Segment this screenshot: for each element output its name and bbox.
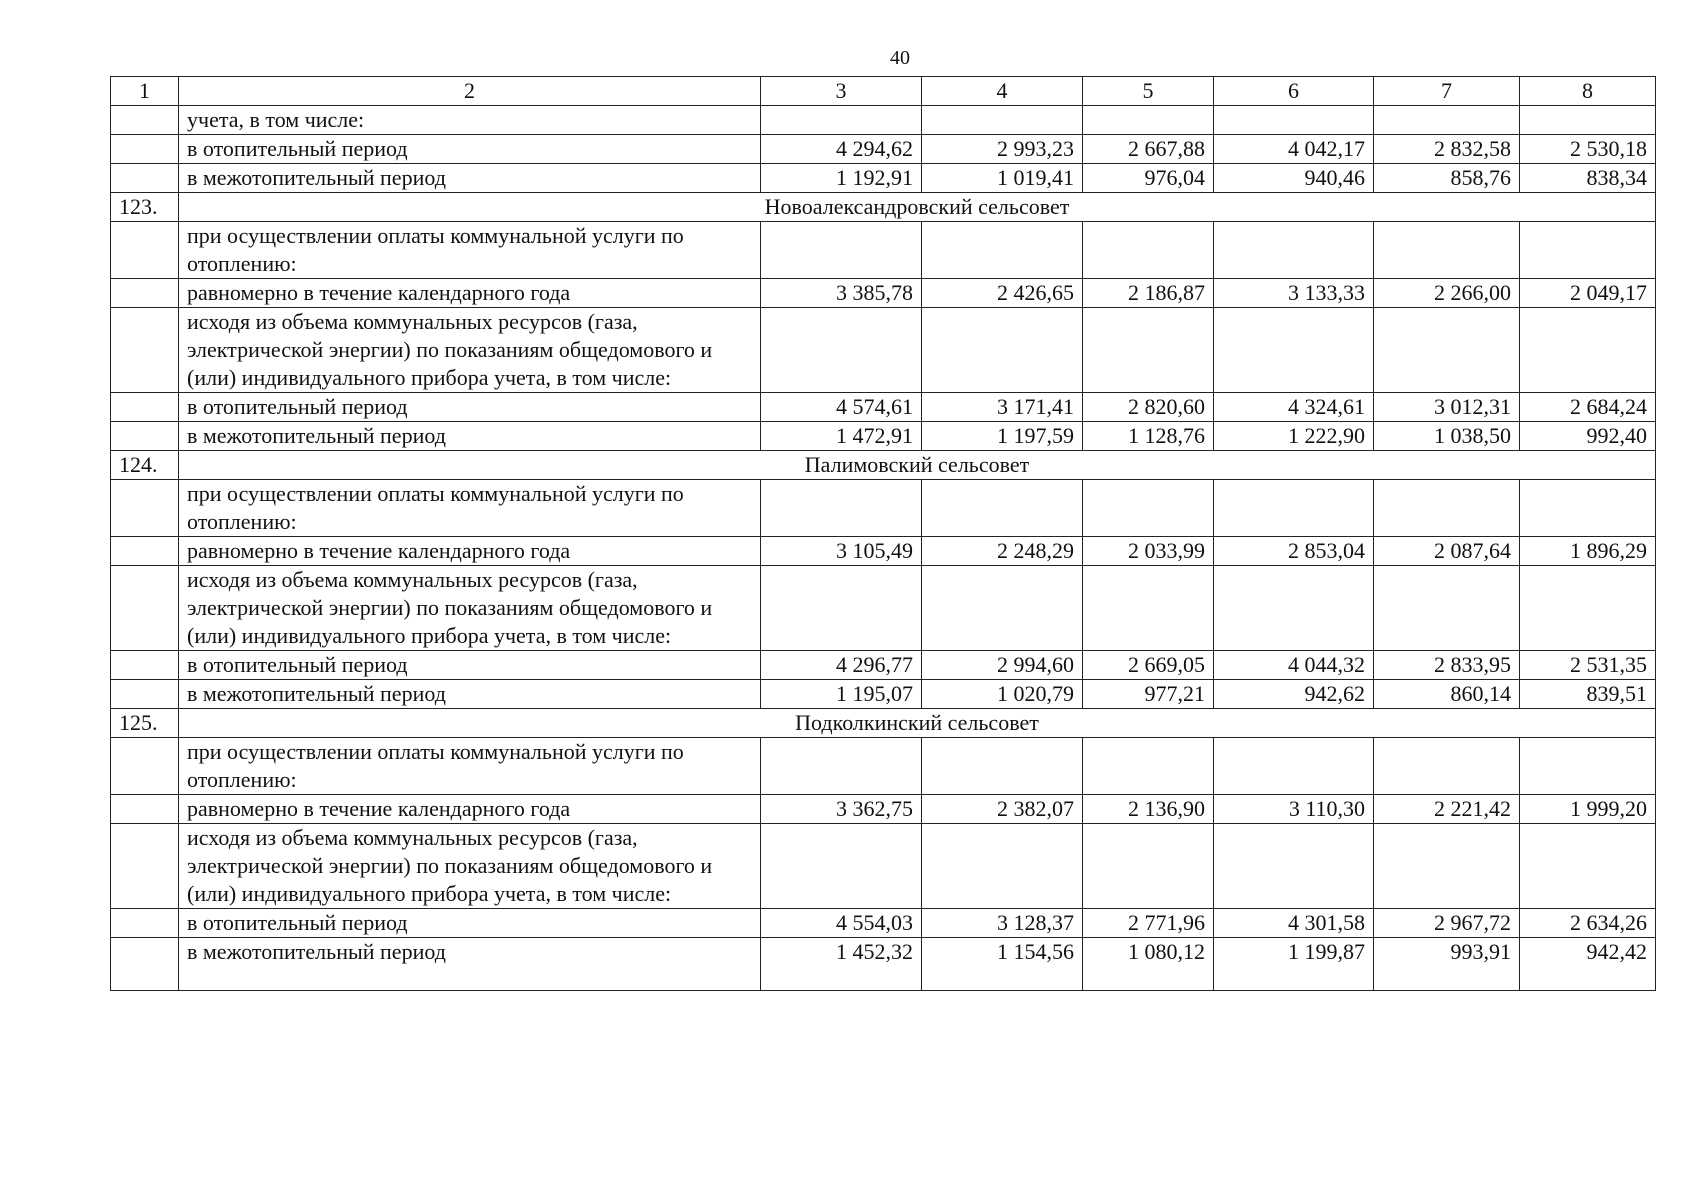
value-cell: 1 038,50 bbox=[1374, 422, 1520, 451]
label-row bbox=[111, 738, 1656, 795]
value-cell: 2 248,29 bbox=[922, 537, 1083, 566]
value-cell bbox=[1520, 738, 1656, 795]
section-index: 125. bbox=[111, 709, 179, 738]
value-row bbox=[111, 795, 1656, 824]
value-cell bbox=[1083, 308, 1214, 393]
value-cell bbox=[1214, 308, 1374, 393]
value-cell bbox=[922, 738, 1083, 795]
row-label: в межотопительный период bbox=[179, 422, 761, 451]
row-label: при осуществлении оплаты коммунальной услуги по отоплению: bbox=[179, 222, 761, 279]
row-label: при осуществлении оплаты коммунальной услуги по отоплению: bbox=[179, 480, 761, 537]
value-cell: 839,51 bbox=[1520, 680, 1656, 709]
value-cell bbox=[761, 308, 922, 393]
value-cell: 1 222,90 bbox=[1214, 422, 1374, 451]
value-cell: 2 136,90 bbox=[1083, 795, 1214, 824]
value-cell: 2 994,60 bbox=[922, 651, 1083, 680]
row-label: равномерно в течение календарного года bbox=[179, 537, 761, 566]
section-row bbox=[111, 709, 1656, 738]
value-cell bbox=[1083, 222, 1214, 279]
value-cell: 2 087,64 bbox=[1374, 537, 1520, 566]
row-index-cell bbox=[111, 222, 179, 279]
value-cell: 1 154,56 bbox=[922, 938, 1083, 991]
value-cell: 4 554,03 bbox=[761, 909, 922, 938]
value-cell: 1 999,20 bbox=[1520, 795, 1656, 824]
column-number-cell: 1 bbox=[111, 77, 179, 106]
value-cell: 942,42 bbox=[1520, 938, 1656, 991]
value-cell: 3 105,49 bbox=[761, 537, 922, 566]
value-cell: 1 452,32 bbox=[761, 938, 922, 991]
value-row bbox=[111, 680, 1656, 709]
section-title: Палимовский сельсовет bbox=[179, 451, 1656, 480]
value-cell bbox=[1083, 566, 1214, 651]
value-cell bbox=[1374, 308, 1520, 393]
section-title: Подколкинский сельсовет bbox=[179, 709, 1656, 738]
value-cell: 860,14 bbox=[1374, 680, 1520, 709]
value-cell: 1 020,79 bbox=[922, 680, 1083, 709]
value-cell bbox=[1374, 222, 1520, 279]
value-cell bbox=[1520, 480, 1656, 537]
value-cell bbox=[1374, 824, 1520, 909]
value-row bbox=[111, 164, 1656, 193]
table-body bbox=[111, 77, 1656, 991]
value-cell: 940,46 bbox=[1214, 164, 1374, 193]
row-index-cell bbox=[111, 537, 179, 566]
value-cell: 2 530,18 bbox=[1520, 135, 1656, 164]
value-row bbox=[111, 909, 1656, 938]
row-index-cell bbox=[111, 909, 179, 938]
value-cell: 1 019,41 bbox=[922, 164, 1083, 193]
value-row bbox=[111, 422, 1656, 451]
row-index-cell bbox=[111, 680, 179, 709]
row-index-cell bbox=[111, 308, 179, 393]
row-index-cell bbox=[111, 480, 179, 537]
row-label: исходя из объема коммунальных ресурсов (газа, электрической энергии) по показаниям общедомового и (или) индивидуального прибора учета, в том числе: bbox=[179, 566, 761, 651]
value-cell: 3 133,33 bbox=[1214, 279, 1374, 308]
value-cell bbox=[1214, 480, 1374, 537]
value-cell bbox=[761, 824, 922, 909]
tariff-table bbox=[110, 76, 1656, 991]
value-cell: 1 192,91 bbox=[761, 164, 922, 193]
value-cell: 4 324,61 bbox=[1214, 393, 1374, 422]
value-cell bbox=[1520, 308, 1656, 393]
row-label: учета, в том числе: bbox=[179, 106, 761, 135]
value-cell: 2 771,96 bbox=[1083, 909, 1214, 938]
value-cell bbox=[1083, 824, 1214, 909]
column-number-cell: 8 bbox=[1520, 77, 1656, 106]
value-cell: 942,62 bbox=[1214, 680, 1374, 709]
value-row bbox=[111, 938, 1656, 991]
row-label: исходя из объема коммунальных ресурсов (газа, электрической энергии) по показаниям общедомового и (или) индивидуального прибора учета, в том числе: bbox=[179, 308, 761, 393]
value-cell: 2 221,42 bbox=[1374, 795, 1520, 824]
value-cell: 2 033,99 bbox=[1083, 537, 1214, 566]
value-cell bbox=[1214, 222, 1374, 279]
value-cell bbox=[1520, 824, 1656, 909]
value-cell bbox=[1083, 106, 1214, 135]
row-label: в отопительный период bbox=[179, 135, 761, 164]
value-cell: 1 080,12 bbox=[1083, 938, 1214, 991]
value-cell: 2 853,04 bbox=[1214, 537, 1374, 566]
value-cell bbox=[761, 738, 922, 795]
value-cell: 2 832,58 bbox=[1374, 135, 1520, 164]
value-cell bbox=[761, 222, 922, 279]
value-cell: 992,40 bbox=[1520, 422, 1656, 451]
value-cell bbox=[922, 824, 1083, 909]
section-index: 123. bbox=[111, 193, 179, 222]
value-cell: 993,91 bbox=[1374, 938, 1520, 991]
row-label: в межотопительный период bbox=[179, 164, 761, 193]
column-number-cell: 7 bbox=[1374, 77, 1520, 106]
column-number-cell: 6 bbox=[1214, 77, 1374, 106]
value-cell: 1 472,91 bbox=[761, 422, 922, 451]
value-cell: 4 042,17 bbox=[1214, 135, 1374, 164]
value-cell: 3 171,41 bbox=[922, 393, 1083, 422]
value-cell bbox=[922, 222, 1083, 279]
value-row bbox=[111, 279, 1656, 308]
value-cell: 1 199,87 bbox=[1214, 938, 1374, 991]
value-row bbox=[111, 651, 1656, 680]
value-cell: 1 128,76 bbox=[1083, 422, 1214, 451]
section-title: Новоалександровский сельсовет bbox=[179, 193, 1656, 222]
value-cell: 4 294,62 bbox=[761, 135, 922, 164]
value-cell: 1 197,59 bbox=[922, 422, 1083, 451]
column-number-cell: 3 bbox=[761, 77, 922, 106]
row-index-cell bbox=[111, 106, 179, 135]
value-cell bbox=[1214, 824, 1374, 909]
row-index-cell bbox=[111, 164, 179, 193]
value-cell bbox=[1083, 480, 1214, 537]
row-index-cell bbox=[111, 651, 179, 680]
section-index: 124. bbox=[111, 451, 179, 480]
column-number-cell: 2 bbox=[179, 77, 761, 106]
value-cell bbox=[761, 480, 922, 537]
value-cell: 976,04 bbox=[1083, 164, 1214, 193]
value-cell bbox=[922, 566, 1083, 651]
value-cell: 3 012,31 bbox=[1374, 393, 1520, 422]
row-label: в отопительный период bbox=[179, 651, 761, 680]
value-cell: 1 896,29 bbox=[1520, 537, 1656, 566]
row-index-cell bbox=[111, 566, 179, 651]
row-index-cell bbox=[111, 795, 179, 824]
value-cell: 2 049,17 bbox=[1520, 279, 1656, 308]
row-label: исходя из объема коммунальных ресурсов (газа, электрической энергии) по показаниям общедомового и (или) индивидуального прибора учета, в том числе: bbox=[179, 824, 761, 909]
row-label: равномерно в течение календарного года bbox=[179, 279, 761, 308]
value-cell: 2 967,72 bbox=[1374, 909, 1520, 938]
label-row bbox=[111, 480, 1656, 537]
value-cell: 1 195,07 bbox=[761, 680, 922, 709]
value-cell: 2 820,60 bbox=[1083, 393, 1214, 422]
value-cell bbox=[922, 480, 1083, 537]
value-cell: 2 669,05 bbox=[1083, 651, 1214, 680]
value-cell bbox=[761, 106, 922, 135]
value-row bbox=[111, 393, 1656, 422]
value-row bbox=[111, 135, 1656, 164]
value-cell: 2 186,87 bbox=[1083, 279, 1214, 308]
value-cell bbox=[1520, 566, 1656, 651]
value-cell: 2 833,95 bbox=[1374, 651, 1520, 680]
value-cell bbox=[1083, 738, 1214, 795]
value-cell bbox=[761, 566, 922, 651]
row-index-cell bbox=[111, 938, 179, 991]
value-cell: 4 301,58 bbox=[1214, 909, 1374, 938]
value-cell: 3 110,30 bbox=[1214, 795, 1374, 824]
row-label: при осуществлении оплаты коммунальной услуги по отоплению: bbox=[179, 738, 761, 795]
value-cell: 858,76 bbox=[1374, 164, 1520, 193]
value-cell bbox=[1374, 738, 1520, 795]
row-index-cell bbox=[111, 393, 179, 422]
value-cell: 838,34 bbox=[1520, 164, 1656, 193]
value-cell: 2 993,23 bbox=[922, 135, 1083, 164]
row-index-cell bbox=[111, 824, 179, 909]
value-cell bbox=[1214, 738, 1374, 795]
value-cell: 3 362,75 bbox=[761, 795, 922, 824]
value-cell: 2 634,26 bbox=[1520, 909, 1656, 938]
value-cell bbox=[1374, 566, 1520, 651]
value-cell bbox=[922, 106, 1083, 135]
value-cell: 4 296,77 bbox=[761, 651, 922, 680]
label-row bbox=[111, 222, 1656, 279]
row-label: в межотопительный период bbox=[179, 680, 761, 709]
value-cell bbox=[1214, 566, 1374, 651]
value-cell: 2 426,65 bbox=[922, 279, 1083, 308]
row-index-cell bbox=[111, 135, 179, 164]
column-number-row bbox=[111, 77, 1656, 106]
row-label: в межотопительный период bbox=[179, 938, 761, 991]
section-row bbox=[111, 193, 1656, 222]
value-cell: 4 044,32 bbox=[1214, 651, 1374, 680]
row-label: в отопительный период bbox=[179, 393, 761, 422]
value-cell bbox=[1374, 106, 1520, 135]
row-index-cell bbox=[111, 279, 179, 308]
row-label: в отопительный период bbox=[179, 909, 761, 938]
value-cell: 2 684,24 bbox=[1520, 393, 1656, 422]
value-cell: 3 128,37 bbox=[922, 909, 1083, 938]
label-row bbox=[111, 308, 1656, 393]
value-cell: 3 385,78 bbox=[761, 279, 922, 308]
label-row bbox=[111, 566, 1656, 651]
value-cell: 2 667,88 bbox=[1083, 135, 1214, 164]
value-cell: 2 531,35 bbox=[1520, 651, 1656, 680]
row-index-cell bbox=[111, 422, 179, 451]
row-index-cell bbox=[111, 738, 179, 795]
value-cell: 2 266,00 bbox=[1374, 279, 1520, 308]
value-cell bbox=[1520, 222, 1656, 279]
value-row bbox=[111, 537, 1656, 566]
column-number-cell: 5 bbox=[1083, 77, 1214, 106]
value-cell: 2 382,07 bbox=[922, 795, 1083, 824]
section-row bbox=[111, 451, 1656, 480]
value-cell bbox=[1520, 106, 1656, 135]
value-cell: 4 574,61 bbox=[761, 393, 922, 422]
row-label: равномерно в течение календарного года bbox=[179, 795, 761, 824]
page-number: 40 bbox=[890, 47, 910, 69]
label-row bbox=[111, 824, 1656, 909]
label-row bbox=[111, 106, 1656, 135]
value-cell bbox=[1374, 480, 1520, 537]
value-cell: 977,21 bbox=[1083, 680, 1214, 709]
column-number-cell: 4 bbox=[922, 77, 1083, 106]
value-cell bbox=[1214, 106, 1374, 135]
value-cell bbox=[922, 308, 1083, 393]
